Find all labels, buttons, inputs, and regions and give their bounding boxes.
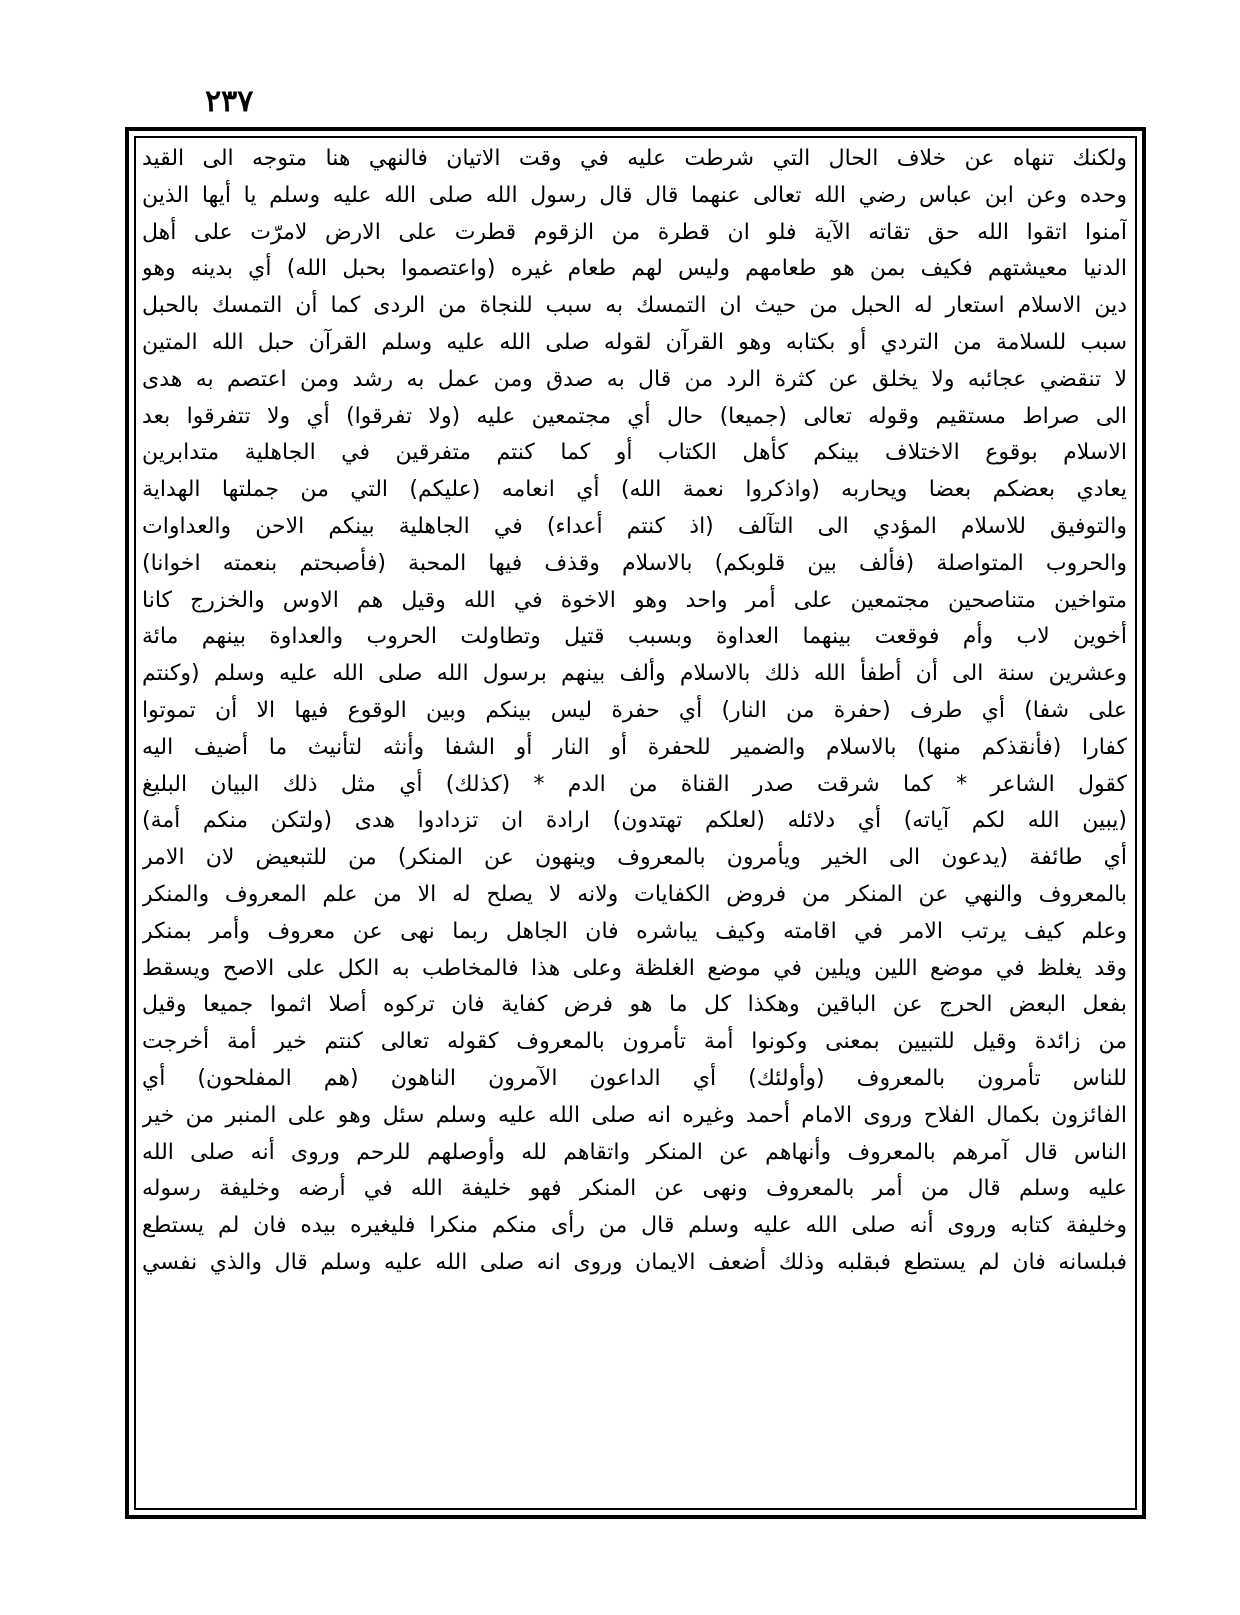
text-line: للناس تأمرون بالمعروف (وأولئك) أي الداعون الآمرون الناهون (هم المفلحون) أي [142, 1065, 1127, 1091]
text-line: من زائدة وقيل للتبيين بمعنى وكونوا أمة تأمرون بالمعروف كقوله تعالى كنتم خير أمة أخرجت [142, 1029, 1127, 1055]
text-line: فبلسانه فان لم يستطع فبقلبه وذلك أضعف الايمان وروى انه صلى الله عليه وسلم قال والذي نفسي [142, 1249, 1127, 1275]
text-line: عليه وسلم قال من أمر بالمعروف ونهى عن المنكر فهو خليفة الله في أرضه وخليفة رسوله [142, 1176, 1127, 1202]
text-line: الاسلام بوقوع الاختلاف بينكم كأهل الكتاب أو كما كنتم متفرقين في الجاهلية متدابرين [142, 440, 1127, 466]
text-line: والحروب المتواصلة (فألف بين قلوبكم) بالاسلام وقذف فيها المحبة (فأصبحتم بنعمته اخوانا) [142, 550, 1127, 576]
text-line: بفعل البعض الحرج عن الباقين وهكذا كل ما هو فرض كفاية فان تركوه أصلا اثموا جميعا وقيل [142, 992, 1127, 1018]
text-line: أخوين لاب وأم فوقعت بينهما العداوة وبسبب قتيل وتطاولت الحروب والعداوة بينهم مائة [142, 624, 1127, 650]
text-line: والتوفيق للاسلام المؤدي الى التآلف (اذ كنتم أعداء) في الجاهلية بينكم الاحن والعداوات [142, 513, 1127, 539]
text-line: دين الاسلام استعار له الحبل من حيث ان التمسك به سبب للنجاة من الردى كما أن التمسك بالحبل [142, 293, 1127, 319]
commentary-text-block [142, 141, 1127, 1503]
text-line: بالمعروف والنهي عن المنكر من فروض الكفايات ولانه لا يصلح له الا من علم المعروف والمنكر [142, 881, 1127, 907]
page-number: ٢٣٧ [205, 84, 254, 119]
text-line: أي طائفة (يدعون الى الخير ويأمرون بالمعروف وينهون عن المنكر) من للتبعيض لان الامر [142, 845, 1127, 871]
text-line: وعشرين سنة الى أن أطفأ الله ذلك بالاسلام وألف بينهم برسول الله صلى الله عليه وسلم (وكنتم [142, 661, 1127, 687]
text-line: الفائزون بكمال الفلاح وروى الامام أحمد وغيره انه صلى الله عليه وسلم سئل وهو على المنبر من خير [142, 1102, 1127, 1128]
text-line: الدنيا معيشتهم فكيف بمن هو طعامهم وليس لهم طعام غيره (واعتصموا بحبل الله) أي بدينه وهو [142, 256, 1127, 282]
text-line: ولكنك تنهاه عن خلاف الحال التي شرطت عليه في وقت الاتيان فالنهي هنا متوجه الى القيد [142, 146, 1127, 171]
text-line: الى صراط مستقيم وقوله تعالى (جميعا) حال أي مجتمعين عليه (ولا تفرقوا) أي ولا تتفرقوا بعد [142, 403, 1127, 429]
text-line: كقول الشاعر * كما شرقت صدر القناة من الدم * (كذلك) أي مثل ذلك البيان البليغ [142, 771, 1127, 797]
text-line: لا تنقضي عجائبه ولا يخلق عن كثرة الرد من قال به صدق ومن عمل به رشد ومن اعتصم به هدى [142, 366, 1127, 392]
text-line: (يبين الله لكم آياته) أي دلائله (لعلكم تهتدون) ارادة ان تزدادوا هدى (ولتكن منكم أمة) [142, 808, 1127, 834]
text-line: الناس قال آمرهم بالمعروف وأنهاهم عن المنكر واتقاهم لله وأوصلهم للرحم وروى أنه صلى الله [142, 1139, 1127, 1165]
text-line: وعلم كيف يرتب الامر في اقامته وكيف يباشره فان الجاهل ربما نهى عن معروف وأمر بمنكر [142, 918, 1127, 944]
text-line: وحده وعن ابن عباس رضي الله تعالى عنهما قال قال رسول الله صلى الله عليه وسلم يا أيها الذين [142, 182, 1127, 208]
text-line: يعادي بعضكم بعضا ويحاربه (واذكروا نعمة الله) أي انعامه (عليكم) التي من جملتها الهداية [142, 477, 1127, 503]
text-line: آمنوا اتقوا الله حق تقاته الآية فلو ان قطرة من الزقوم قطرت على الارض لامرّت على أهل [142, 219, 1127, 245]
text-line: كفارا (فأنقذكم منها) بالاسلام والضمير للحفرة أو النار أو الشفا وأنثه لتأنيث ما أضيف اليه [142, 734, 1127, 760]
text-line: وخليفة كتابه وروى أنه صلى الله عليه وسلم قال من رأى منكم منكرا فليغيره بيده فان لم يستطع [142, 1213, 1127, 1239]
text-line: متواخين متناصحين مجتمعين على أمر واحد وهو الاخوة في الله وقيل هم الاوس والخزرج كانا [142, 587, 1127, 613]
text-line: على شفا) أي طرف (حفرة من النار) أي حفرة ليس بينكم وبين الوقوع فيها الا أن تموتوا [142, 697, 1127, 723]
text-line: سبب للسلامة من التردي أو بكتابه وهو القرآن لقوله صلى الله عليه وسلم القرآن حبل الله المتين [142, 329, 1127, 355]
text-line: وقد يغلظ في موضع اللين ويلين في موضع الغلظة وعلى هذا فالمخاطب به الكل على الاصح ويسقط [142, 955, 1127, 981]
